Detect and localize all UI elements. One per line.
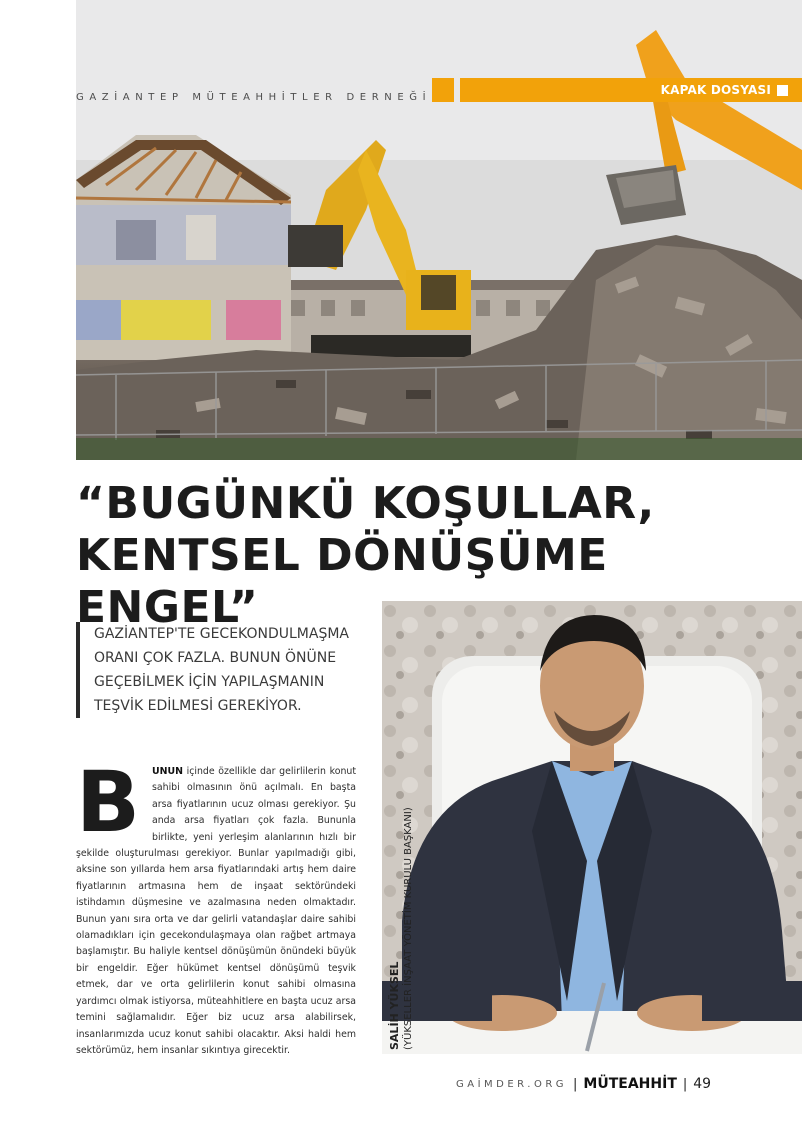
page-number: 49 — [693, 1076, 712, 1092]
headline-line-1: “BUGÜNKÜ KOŞULLAR, — [76, 478, 655, 529]
page-footer — [456, 1074, 711, 1094]
lead-line-1: GAZİANTEP'TE GECEKONDULMAŞMA — [94, 626, 349, 642]
headline-line-2: KENTSEL DÖNÜŞÜME ENGEL” — [76, 530, 608, 633]
portrait-photo — [382, 601, 802, 1054]
footer-separator: | — [573, 1076, 578, 1092]
drop-cap-spacer — [76, 753, 152, 851]
association-name: GAZİANTEP MÜTEAHHİTLER DERNEĞİ — [76, 92, 432, 103]
portrait-caption — [388, 610, 416, 1050]
demolition-photo — [76, 0, 802, 460]
section-tag-label: KAPAK DOSYASI — [660, 83, 771, 97]
lead-line-3: GEÇEBİLMEK İÇİN YAPILAŞMANIN — [94, 674, 325, 690]
footer-site: GAİMDER.ORG — [456, 1078, 568, 1090]
lead-line-2: ORANI ÇOK FAZLA. BUNUN ÖNÜNE — [94, 650, 337, 666]
article-first-word: UNUN — [152, 766, 183, 777]
portrait-illustration — [382, 601, 802, 1054]
section-accent-block — [432, 78, 454, 102]
page-separator: | — [682, 1076, 688, 1092]
lead-line-4: TEŞVİK EDİLMESİ GEREKİYOR. — [94, 698, 302, 714]
magazine-brand: MÜTEAHHİT — [583, 1076, 677, 1092]
person-title: (YÜKSELLER İNŞAAT YÖNETİM KURULU BAŞKANI) — [403, 807, 414, 1050]
article-lead — [76, 622, 366, 718]
demolition-illustration — [76, 0, 802, 460]
drop-cap: B — [76, 753, 141, 851]
article-body-text: içinde özellikle dar gelirlilerin konut sahibi olmasının önü açılmalı. En başta arsa fiyatlarının ucuz olması gerekiyor. Şu anda arsa fiyatları çok fazla. Bununla birlikte, yeni yerleşim alanlarının hızlı bir şekilde oluşturulması gerekiyor. Bunlar yapılmadığı gibi, aksine son yıllarda hem arsa fiyatlarındaki artış hem daire fiyatlarının artmasına hem de inşaat sektöründeki istihdamın düşmesine ve azalmasına neden olmaktadır. Bunun yanı sıra orta ve dar gelirli vatandaşlar daire sahibi olamadıkları için gecekondulaşmaya olan rağbet artmaya başlamıştır. Bu haliyle kentsel dönüşümün önündeki büyük bir engeldir. Eğer hükümet kentsel dönüşümü teşvik etmek, dar ve orta gelirlilerin konut sahibi olmasına yardımcı olmak istiyorsa, müteahhitlere en başta ucuz arsa temini sağlamalıdır. Eğer biz ucuz arsa alabilirsek, insanlarımızda ucuz konut sahibi olacaktır. Aksi haldi hem sektörümüz, hem insanlar sıkıntıya girecektir. — [76, 766, 356, 1056]
article-body — [76, 753, 356, 1059]
person-name: SALİH YÜKSEL — [388, 961, 401, 1050]
square-icon — [777, 85, 788, 96]
section-tag — [460, 78, 802, 102]
